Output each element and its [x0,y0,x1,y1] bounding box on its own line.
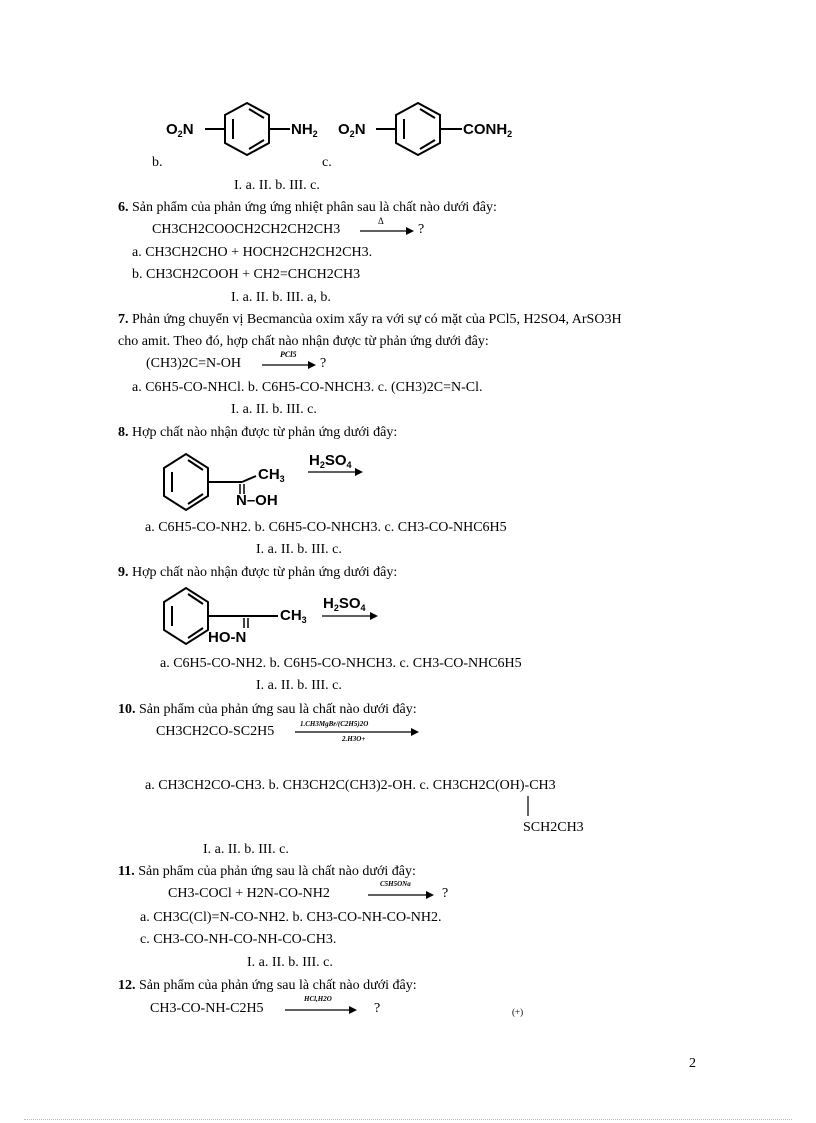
q12-reactant: CH3-CO-NH-C2H5 [150,1001,264,1016]
q8-methyl: $CH_3$ [258,466,285,484]
q9-oxime: HO-N [208,629,247,646]
q7-reactant: (CH3)2C=N-OH [146,356,241,371]
q7-answers: I. a. II. b. III. c. [231,402,317,417]
q12-arrow [283,1001,363,1017]
q10-branch: SCH2CH3 [523,820,584,835]
q6-product-mark: ? [418,222,425,237]
q11-arrow-label: C5H5ONa [380,880,411,888]
q7-product-mark: ? [320,356,327,371]
q8-oxime: N–OH [236,492,278,509]
footer-divider [24,1119,792,1120]
q6-reactant: CH3CH2COOCH2CH2CH2CH3 [152,222,341,237]
q8-answers: I. a. II. b. III. c. [256,542,342,557]
q12-question: 12. Sản phẩm của phản ứng sau là chất nào dưới đây: [118,978,417,993]
q11-answers: I. a. II. b. III. c. [247,955,333,970]
q6-arrow-label: Δ [378,216,384,226]
q12-note: (+) [512,1007,524,1017]
q10-reactant: CH3CH2CO-SC2H5 [156,724,275,739]
q5-structure-svg [0,0,816,170]
q11-product-mark: ? [442,886,449,901]
q7-question-cont: cho amit. Theo đó, hợp chất nào nhận được từ phản ứng dưới đây: [118,334,489,349]
q5-label-c: c. [322,155,332,170]
benzene-ring-c [396,103,440,155]
q10-arrow-top: 1.CH3MgBr/(C2H5)2O [300,720,369,728]
q8-options: a. C6H5-CO-NH2. b. C6H5-CO-NHCH3. c. CH3-CO-NHC6H5 [145,520,507,535]
mol-c-amide: $CONH_2$ [463,121,513,139]
q12-product-mark: ? [374,1001,381,1016]
q11-question: 11. Sản phẩm của phản ứng sau là chất nào dưới đây: [118,864,416,879]
q7-arrow-label: PCl5 [280,350,297,359]
mol-b-amine: $NH_2$ [291,121,318,139]
q10-question: 10. Sản phẩm của phản ứng sau là chất nào dưới đây: [118,702,417,717]
q9-answers: I. a. II. b. III. c. [256,678,342,693]
q9-question: 9. Hợp chất nào nhận được từ phản ứng dưới đây: [118,565,398,580]
q10-answers: I. a. II. b. III. c. [203,842,289,857]
q11-reactant: CH3-COCl + H2N-CO-NH2 [168,886,330,901]
q11-arrow [366,886,436,902]
q9-reagent: $H_2SO_4$ [323,595,366,613]
q10-arrow-bottom: 2.H3O+ [342,735,366,743]
q6-question: 6. Sản phẩm của phản ứng ứng nhiệt phân sau là chất nào dưới đây: [118,200,497,215]
q5-answers: I. a. II. b. III. c. [234,178,320,193]
q10-options: a. CH3CH2CO-CH3. b. CH3CH2C(CH3)2-OH. c. CH3CH2C(OH)-CH3 [145,778,556,793]
q8-reagent: $H_2SO_4$ [309,452,352,470]
mol-b-nitro: $O_2N$ [166,121,194,139]
q6-option-b: b. CH3CH2COOH + CH2=CHCH2CH3 [132,267,361,282]
q7-options: a. C6H5-CO-NHCl. b. C6H5-CO-NHCH3. c. (CH3)2C=N-Cl. [132,380,483,395]
page-number: 2 [689,1056,696,1071]
q6-arrow [358,222,418,238]
q11-option-ab: a. CH3C(Cl)=N-CO-NH2. b. CH3-CO-NH-CO-NH2. [140,910,442,925]
q12-arrow-label: HCl,H2O [304,995,332,1003]
mol-c-nitro: $O_2N$ [338,121,366,139]
q5-label-b: b. [152,155,163,170]
q10-branch-bond [525,796,531,818]
benzene-ring-b [225,103,269,155]
q9-options: a. C6H5-CO-NH2. b. C6H5-CO-NHCH3. c. CH3-CO-NHC6H5 [160,656,522,671]
q11-option-c: c. CH3-CO-NH-CO-NH-CO-CH3. [140,932,337,947]
q8-question: 8. Hợp chất nào nhận được từ phản ứng dưới đây: [118,425,398,440]
q7-question: 7. Phản ứng chuyển vị Becmancủa oxim xẩy ra với sự có mặt của PCl5, H2SO4, ArSO3H [118,312,622,327]
q9-methyl: $CH_3$ [280,607,307,625]
q6-answers: I. a. II. b. III. a, b. [231,290,331,305]
q6-option-a: a. CH3CH2CHO + HOCH2CH2CH2CH3. [132,245,373,260]
